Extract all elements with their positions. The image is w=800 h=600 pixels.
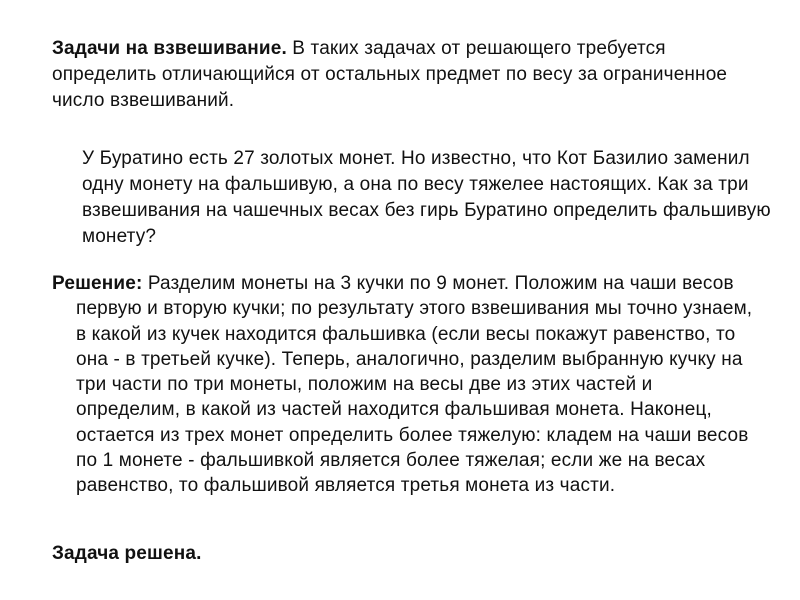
intro-heading: Задачи на взвешивание. [52,38,287,59]
solution-label: Решение: [52,273,143,294]
solution-paragraph [52,271,756,499]
problem-statement [82,146,772,250]
intro-text: В таких задачах от решающего требуется определить отличающийся от остальных предмет по весу за ограниченное число взвешиваний. [52,38,728,111]
solution-text: Разделим монеты на 3 кучки по 9 монет. Положим на чаши весов первую и вторую кучки; по результату этого взвешивания мы точно узнаем, в какой из кучек находится фальшивка (если весы покажут равенство, то она - в третьей кучке). Теперь, аналогично, разделим выбранную кучку на три части по три монеты, положим на весы две из этих частей и определим, в какой из частей находится фальшивая монета. Наконец, остается из трех монет определить более тяжелую: кладем на чаши весов по 1 монете - фальшивкой является более тяжелая; если же на весах равенство, то фальшивой является третья монета из части. [76,273,753,497]
intro-paragraph [52,36,772,114]
problem-text: У Буратино есть 27 золотых монет. Но известно, что Кот Базилио заменил одну монету на фальшивую, а она по весу тяжелее настоящих. Как за три взвешивания на чашечных весах без гирь Буратино определить фальшивую монету? [82,148,771,247]
conclusion-text: Задача решена. [52,543,202,564]
